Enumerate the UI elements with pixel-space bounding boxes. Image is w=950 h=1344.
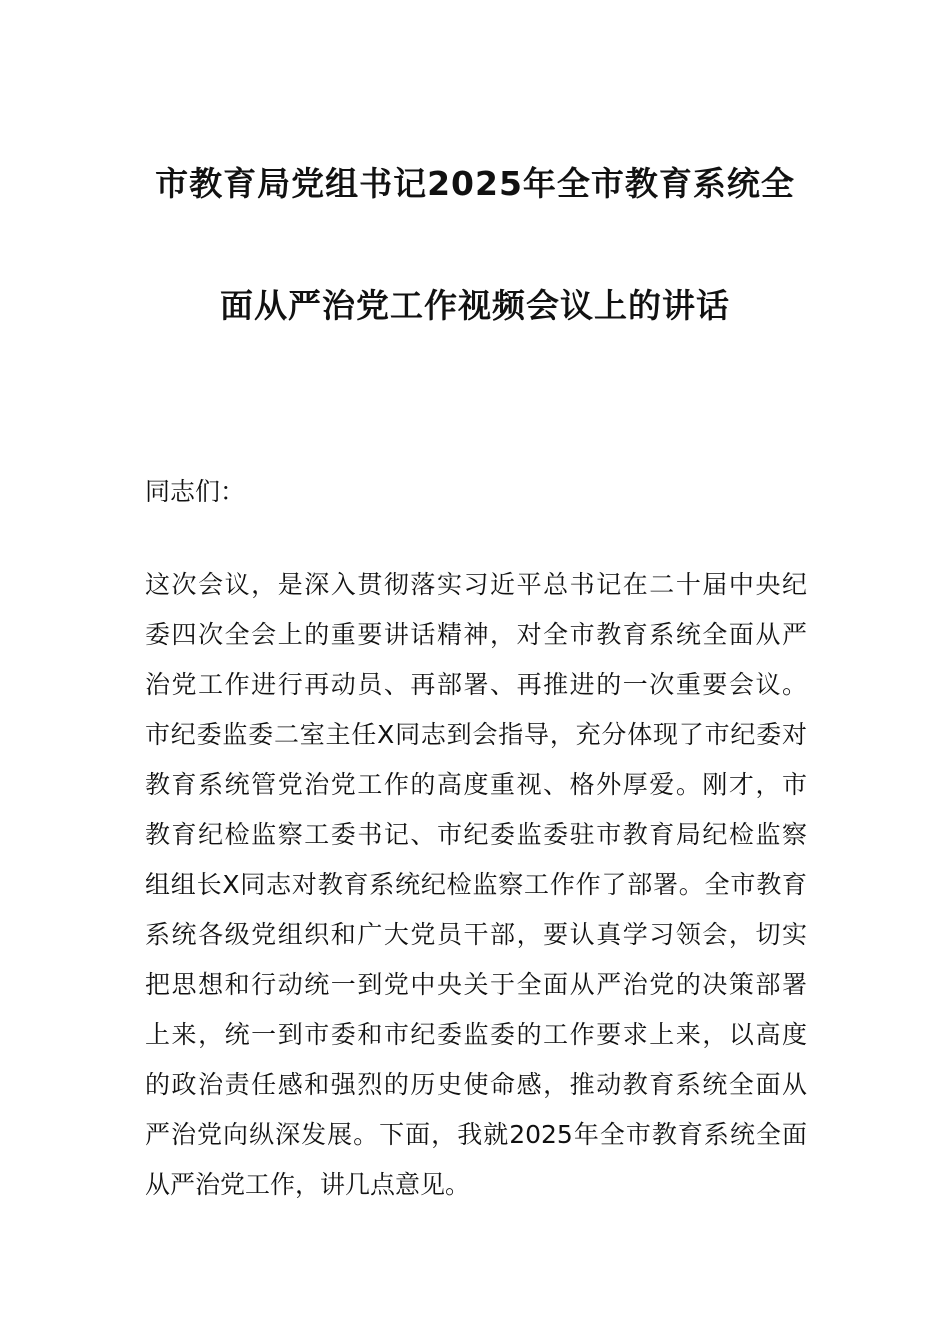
body-line: 这次会议，是深入贯彻落实习近平总书记在二十届中央纪 [145, 570, 807, 599]
body-line: 委四次全会上的重要讲话精神，对全市教育系统全面从严 [145, 620, 807, 649]
body-line: 从严治党工作，讲几点意见。 [145, 1170, 471, 1199]
salutation: 同志们： [145, 477, 246, 506]
body-line: 组组长X同志对教育系统纪检监察工作作了部署。全市教育 [145, 870, 807, 899]
body-line: 教育纪检监察工委书记、市纪委监委驻市教育局纪检监察 [145, 820, 807, 849]
body-line: 教育系统管党治党工作的高度重视、格外厚爱。刚才，市 [145, 770, 807, 799]
document-title-line-2: 面从严治党工作视频会议上的讲话 [220, 286, 730, 325]
body-line: 严治党向纵深发展。下面，我就2025年全市教育系统全面 [145, 1120, 807, 1149]
body-line: 上来，统一到市委和市纪委监委的工作要求上来，以高度 [145, 1020, 807, 1049]
body-line: 治党工作进行再动员、再部署、再推进的一次重要会议。 [145, 670, 807, 699]
body-line: 系统各级党组织和广大党员干部，要认真学习领会，切实 [145, 920, 807, 949]
body-line: 把思想和行动统一到党中央关于全面从严治党的决策部署 [145, 970, 807, 999]
body-paragraph [145, 568, 807, 1218]
body-line: 的政治责任感和强烈的历史使命感，推动教育系统全面从 [145, 1070, 807, 1099]
document-title-line-1: 市教育局党组书记2025年全市教育系统全 [155, 164, 795, 203]
body-line: 市纪委监委二室主任X同志到会指导，充分体现了市纪委对 [145, 720, 807, 749]
